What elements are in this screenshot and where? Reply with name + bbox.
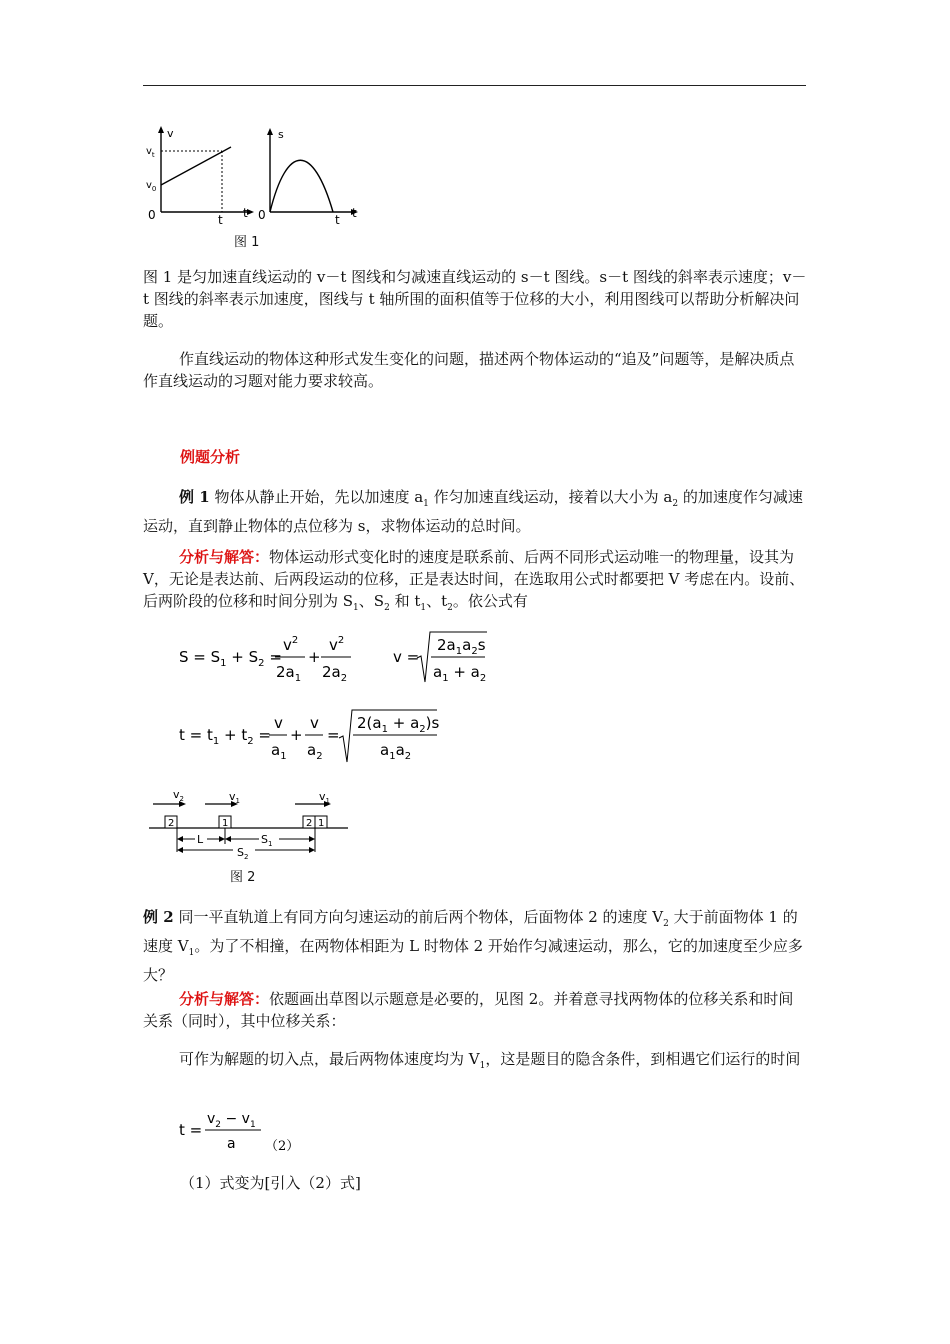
st-x-axis-label: t	[352, 206, 357, 220]
formula-1	[175, 628, 495, 686]
example-1-label: 例 1	[179, 488, 210, 506]
svg-text:S = S1 + S2 =: $S = S_1 + S_2$ =	[179, 648, 282, 669]
paragraph-hidden-condition: 可作为解题的切入点，最后两物体速度均为 $V_1$，这是题目的隐含条件，到相遇它们运行的时间	[179, 1050, 801, 1071]
st-origin-label: 0	[258, 208, 266, 222]
formula-3	[175, 1108, 335, 1156]
vt-y-axis-label: v	[167, 127, 174, 140]
distance-S2-label: $S_2$	[237, 846, 249, 861]
svg-text:v: v	[310, 714, 319, 732]
svg-text:+: +	[308, 648, 321, 666]
analysis-2-label: 分析与解答：	[179, 990, 270, 1008]
svg-text:2a1: $2a_1$	[276, 663, 302, 684]
paragraph-problem-intro: 作直线运动的物体这种形式发生变化的问题，描述两个物体运动的“追及”问题等，是解决质点作直线运动的习题对能力要求较高。	[143, 350, 795, 390]
figure-2-caption: 图 2	[230, 870, 256, 885]
svg-text:a: a	[227, 1136, 236, 1152]
svg-text:t =: t =	[179, 1121, 203, 1139]
analysis-1-label: 分析与解答：	[179, 548, 270, 566]
example-2-text: 例 2 同一平直轨道上有同方向匀速运动的前后两个物体，后面物体 2 的速度 $V_2$ 大于前面物体 1 的速度 $V_1$。为了不相撞，在两物体相距为 L 时物体 2 开始作匀减速运动，那么，它的加速度至少应多大？	[143, 908, 803, 984]
svg-text:a1 + a2: $a_1 + a_2$	[433, 663, 487, 684]
svg-text:+: +	[290, 726, 303, 744]
figure-2-diagram	[143, 786, 358, 866]
vt-x-axis-label: t	[243, 206, 248, 220]
v2-label: $v_2$	[173, 788, 184, 803]
v1-label-right: $v_1$	[319, 790, 330, 805]
vt-t-tick-label: t	[218, 213, 223, 225]
vt-label: $v_t$	[146, 146, 155, 159]
st-y-axis-label: s	[278, 128, 284, 141]
svg-text:2a1a2s: $2a_1a_2s$	[437, 636, 486, 657]
example-1-text: 例 1 物体从静止开始，先以加速度 $a_1$ 作匀加速直线运动，接着以大小为 $a_2$ 的加速度作匀减速运动，直到静止物体的点位移为 s，求物体运动的总时间。	[143, 488, 803, 535]
header-rule	[143, 85, 806, 86]
svg-text:v: v	[274, 714, 283, 732]
svg-text:t = t1 + t2 =: $t = t_1 + t_2$ =	[179, 726, 271, 747]
box-1-left: 1	[222, 818, 229, 829]
svg-text:2(a1 + a2)s: $2(a_1 + a_2)s$	[357, 714, 440, 735]
box-2-right: 2	[306, 818, 313, 829]
svg-text:a1a2: $a_1a_2$	[380, 741, 412, 762]
st-t-tick-label: t	[335, 213, 340, 225]
box-2-left: 2	[168, 818, 175, 829]
section-heading: 例题分析	[180, 448, 241, 466]
svg-text:a2: $a_2$	[307, 741, 323, 762]
svg-text:v2 − v1: $v_2 - v_1$	[207, 1111, 256, 1130]
distance-S1-label: $S_1$	[261, 833, 273, 848]
box-1-right: 1	[318, 818, 325, 829]
figure-1-st-graph	[255, 125, 365, 225]
paragraph-substitution: （1）式变为[引入（2）式]	[180, 1174, 361, 1192]
paragraph-graph-description: 图 1 是匀加速直线运动的 v－t 图线和匀减速直线运动的 s－t 图线。s－t 图线的斜率表示速度；v－t 图线的斜率表示加速度，图线与 t 轴所围的面积值等于位移的大小，利用图线可以帮助分析解决问题。	[143, 268, 807, 330]
figure-1-vt-graph	[143, 125, 258, 225]
vt-origin-label: 0	[148, 208, 156, 222]
svg-text:v2: $v^2$	[283, 635, 299, 654]
analysis-2-text: 分析与解答：依题画出草图以示题意是必要的，见图 2。并着意寻找两物体的位移关系和时间关系（同时），其中位移关系：	[143, 990, 794, 1030]
v0-label: $v_0$	[146, 180, 157, 193]
svg-text:a1: $a_1$	[271, 741, 287, 762]
svg-text:（2）: （2）	[265, 1139, 300, 1154]
figure-1-caption: 图 1	[234, 235, 260, 250]
analysis-1-text: 分析与解答：物体运动形式变化时的速度是联系前、后两不同形式运动唯一的物理量，设其为 V，无论是表达前、后两段运动的位移，正是表达时间，在选取用公式时都要把 V 考虑在内。设前、后两阶段的位移和时间分别为 $S_1$、$S_2$ 和 $t_1$、$t_2$。依公式有	[143, 548, 805, 613]
formula-2	[175, 706, 455, 766]
svg-text:2a2: $2a_2$	[322, 663, 348, 684]
svg-text:v2: $v^2$	[329, 635, 345, 654]
distance-L-label: L	[197, 833, 204, 846]
example-2-label: 例 2	[143, 908, 174, 926]
svg-text:=: =	[327, 726, 340, 744]
v1-label-left: $v_1$	[229, 790, 240, 805]
svg-text:v =: v =	[393, 648, 420, 666]
